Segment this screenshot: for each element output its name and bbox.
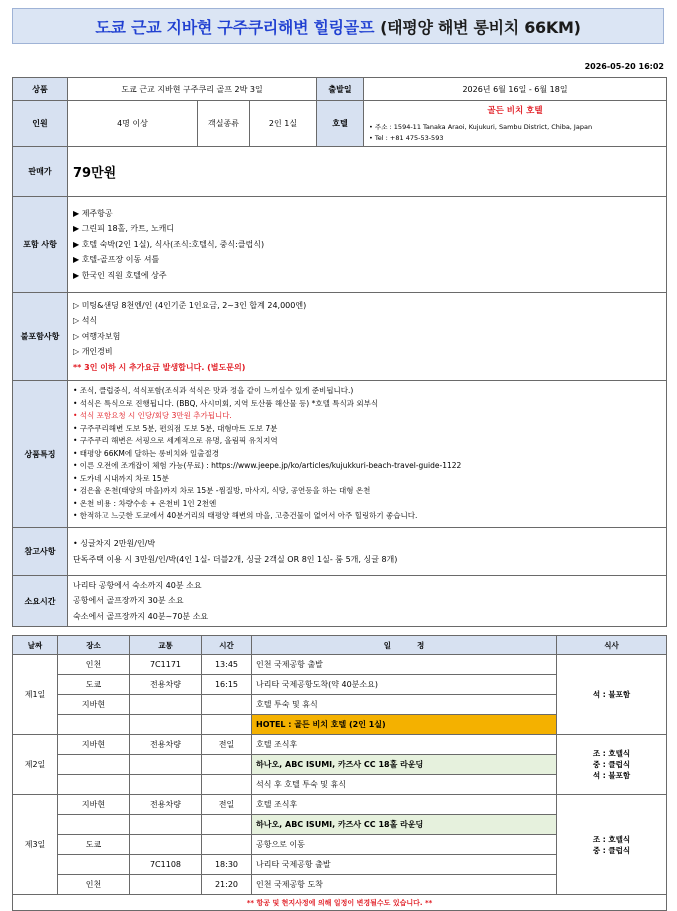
hotel-address: • 주소 : 1594-11 Tanaka Araoi, Kujukuri, Sambu District, Chiba, Japan bbox=[369, 122, 593, 131]
feature-line: • 이른 오전에 조개잡이 체험 가능(무료) : https://www.jeepe.jp/ko/articles/kujukkuri-beach-travel-guide-1122 bbox=[73, 461, 462, 471]
excluded-label: 불포함사항 bbox=[13, 293, 68, 381]
departure-date: 2026년 6월 16일 - 6월 18일 bbox=[364, 78, 667, 101]
place-cell: 도쿄 bbox=[58, 675, 130, 695]
itinerary-cell: 석식 후 호텔 투숙 및 휴식 bbox=[252, 775, 557, 795]
travel-time-line: 공항에서 골프장까지 30분 소요 bbox=[73, 596, 184, 606]
room-type: 2인 1실 bbox=[250, 101, 317, 147]
time-cell: 13:45 bbox=[202, 655, 252, 675]
title-bar bbox=[12, 8, 664, 44]
time-cell bbox=[202, 835, 252, 855]
travel-time-line: 나리타 공항에서 숙소까지 40분 소요 bbox=[73, 580, 202, 590]
feature-line: • 조식, 클럽중식, 석식포함(조식과 석식은 맛과 정을 같이 느끼실수 있게 준비됩니다.) bbox=[73, 386, 354, 396]
feature-line: • 한적하고 느긋한 도쿄에서 40분거리의 태평양 해변의 마을, 고층건물이 없어서 아주 힐링하기 좋습니다. bbox=[73, 511, 418, 521]
time-cell bbox=[202, 755, 252, 775]
itinerary-cell: 호텔 투숙 및 휴식 bbox=[252, 695, 557, 715]
page-title: 도쿄 근교 지바현 구주쿠리해변 힐링골프 bbox=[95, 17, 375, 37]
product-name: 도쿄 근교 지바현 구주쿠리 골프 2박 3일 bbox=[68, 78, 317, 101]
place-cell bbox=[58, 715, 130, 735]
schedule-header-transport: 교통 bbox=[130, 636, 202, 655]
included-item: ▶ 제주항공 bbox=[73, 208, 113, 218]
transport-cell: 전용차량 bbox=[130, 795, 202, 815]
time-cell: 18:30 bbox=[202, 855, 252, 875]
golf-highlight-cell: 하나오, ABC ISUMI, 카즈사 CC 18홀 라운딩 bbox=[252, 755, 557, 775]
schedule-table bbox=[12, 635, 667, 911]
itinerary-cell: 호텔 조식후 bbox=[252, 735, 557, 755]
excluded-item: ▷ 석식 bbox=[73, 316, 98, 326]
travel-time-list bbox=[68, 576, 667, 627]
place-cell: 인천 bbox=[58, 655, 130, 675]
place-cell bbox=[58, 855, 130, 875]
place-cell bbox=[58, 775, 130, 795]
hotel-highlight-cell: HOTEL : 골든 비치 호텔 (2인 1실) bbox=[252, 715, 557, 735]
table-row bbox=[13, 795, 667, 815]
place-cell: 지바현 bbox=[58, 695, 130, 715]
notes-label: 참고사항 bbox=[13, 528, 68, 576]
meal-line: 조 : 호텔식 bbox=[592, 834, 631, 844]
time-cell bbox=[202, 775, 252, 795]
included-item: ▶ 호텔 숙박(2인 1실), 식사(조식:호텔식, 중식:클럽식) bbox=[73, 239, 265, 249]
time-cell: 전일 bbox=[202, 735, 252, 755]
excluded-note: ** 3인 이하 시 추가요금 발생합니다. (별도문의) bbox=[73, 362, 246, 372]
included-list bbox=[68, 197, 667, 293]
transport-cell bbox=[130, 815, 202, 835]
transport-cell bbox=[130, 875, 202, 895]
place-cell: 도쿄 bbox=[58, 835, 130, 855]
itinerary-cell: 공항으로 이동 bbox=[252, 835, 557, 855]
time-cell bbox=[202, 695, 252, 715]
hotel-label: 호텔 bbox=[317, 101, 364, 147]
hotel-cell bbox=[364, 101, 667, 147]
transport-cell: 7C1108 bbox=[130, 855, 202, 875]
features-list bbox=[68, 381, 667, 528]
place-cell bbox=[58, 755, 130, 775]
feature-line: • 검은율 온천(태양의 마을)까지 차로 15분 -찜질방, 마사지, 식당, 공연등을 하는 대형 온천 bbox=[73, 486, 371, 496]
product-label: 상품 bbox=[13, 78, 68, 101]
day-label: 제1일 bbox=[13, 655, 58, 735]
place-cell: 인천 bbox=[58, 875, 130, 895]
features-label: 상품특징 bbox=[13, 381, 68, 528]
meal-line: 중 : 클럽식 bbox=[592, 760, 631, 769]
feature-line: • 도카네 시내까지 차로 15분 bbox=[73, 473, 169, 483]
transport-cell: 전용차량 bbox=[130, 675, 202, 695]
schedule-header-time: 시간 bbox=[202, 636, 252, 655]
excluded-item: ▷ 여행자보험 bbox=[73, 331, 121, 341]
people-label: 인원 bbox=[13, 101, 68, 147]
note-line: • 싱글차지 2만원/인/박 bbox=[73, 539, 156, 548]
meal-cell bbox=[557, 655, 667, 735]
excluded-item: ▷ 개인경비 bbox=[73, 347, 113, 357]
meal-line: 석 : 불포함 bbox=[592, 690, 631, 699]
time-cell: 전일 bbox=[202, 795, 252, 815]
hotel-name: 골든 비치 호텔 bbox=[487, 105, 543, 116]
feature-line: • 온천 비용 : 차량수송 + 온천비 1인 2천엔 bbox=[73, 498, 217, 508]
included-item: ▶ 호텔-골프장 이동 셔틀 bbox=[73, 255, 160, 265]
meal-cell bbox=[557, 795, 667, 895]
notes-list bbox=[68, 528, 667, 576]
transport-cell bbox=[130, 775, 202, 795]
transport-cell bbox=[130, 755, 202, 775]
transport-cell bbox=[130, 715, 202, 735]
note-line: 단독주택 이용 시 3만원/인/박(4인 1실- 더블2개, 싱글 2객실 OR 8인 1실- 룸 5개, 싱글 8개) bbox=[73, 554, 398, 564]
feature-line-alert: • 석식 포함요청 시 인당/회당 3만원 추가됩니다. bbox=[73, 411, 232, 421]
transport-cell bbox=[130, 835, 202, 855]
room-type-label: 객실종류 bbox=[198, 101, 250, 147]
included-label: 포함 사항 bbox=[13, 197, 68, 293]
itinerary-cell: 인천 국제공항 출발 bbox=[252, 655, 557, 675]
time-cell bbox=[202, 715, 252, 735]
itinerary-cell: 나리타 국제공항도착(약 40분소요) bbox=[252, 675, 557, 695]
excluded-item: ▷ 미팅&샌딩 8천엔/인 (4인기준 1인요금, 2~3인 합계 24,000엔) bbox=[73, 300, 307, 310]
meal-cell bbox=[557, 735, 667, 795]
travel-time-line: 숙소에서 골프장까지 40분~70분 소요 bbox=[73, 611, 209, 621]
schedule-header-itinerary: 일 정 bbox=[252, 636, 557, 655]
meal-line: 중 : 클럽식 bbox=[592, 845, 631, 855]
feature-line: • 태평양 66KM에 달하는 롱비치와 일출절경 bbox=[73, 448, 219, 458]
schedule-header-day: 날짜 bbox=[13, 636, 58, 655]
included-item: ▶ 한국인 직원 호텔에 상주 bbox=[73, 270, 167, 280]
product-info-table bbox=[12, 77, 667, 627]
page-subtitle: (태평양 해변 롱비치 66KM) bbox=[380, 17, 581, 37]
meal-line: 조 : 호텔식 bbox=[592, 749, 631, 758]
transport-cell bbox=[130, 695, 202, 715]
transport-cell: 전용차량 bbox=[130, 735, 202, 755]
place-cell: 지바현 bbox=[58, 795, 130, 815]
included-item: ▶ 그린피 18홀, 카트, 노캐디 bbox=[73, 224, 175, 234]
place-cell: 지바현 bbox=[58, 735, 130, 755]
datestamp: 2026-05-20 16:02 bbox=[584, 62, 664, 71]
price-value: 79만원 bbox=[68, 147, 667, 197]
schedule-header-meal: 식사 bbox=[557, 636, 667, 655]
table-row bbox=[13, 655, 667, 675]
day-label: 제2일 bbox=[13, 735, 58, 795]
table-row bbox=[13, 735, 667, 755]
schedule-footer-note: ** 항공 및 현지사정에 의해 일정이 변경될수도 있습니다. ** bbox=[13, 895, 667, 911]
schedule-header-place: 장소 bbox=[58, 636, 130, 655]
time-cell bbox=[202, 815, 252, 835]
feature-line: • 석식은 특식으로 진행됩니다. (BBQ, 사시미회, 지역 토산품 해산물 등) *호텔 특식과 외부식 bbox=[73, 398, 379, 408]
people-count: 4명 이상 bbox=[68, 101, 198, 147]
golf-highlight-cell: 하나오, ABC ISUMI, 카즈사 CC 18홀 라운딩 bbox=[252, 815, 557, 835]
departure-label: 출발일 bbox=[317, 78, 364, 101]
travel-time-label: 소요시간 bbox=[13, 576, 68, 627]
day-label: 제3일 bbox=[13, 795, 58, 895]
price-label: 판매가 bbox=[13, 147, 68, 197]
time-cell: 16:15 bbox=[202, 675, 252, 695]
itinerary-cell: 인천 국제공항 도착 bbox=[252, 875, 557, 895]
meal-line: 석 : 불포함 bbox=[592, 771, 631, 780]
hotel-tel: • Tel : +81 475-53-593 bbox=[369, 133, 444, 142]
transport-cell: 7C1171 bbox=[130, 655, 202, 675]
itinerary-cell: 나리타 국제공항 출발 bbox=[252, 855, 557, 875]
feature-line: • 구주쿠리 해변은 서핑으로 세계적으로 유명, 올림픽 유치지역 bbox=[73, 436, 278, 446]
itinerary-cell: 호텔 조식후 bbox=[252, 795, 557, 815]
time-cell: 21:20 bbox=[202, 875, 252, 895]
feature-line: • 구주쿠리해변 도보 5분, 편의점 도보 5분, 대형마트 도보 7분 bbox=[73, 423, 278, 433]
excluded-list bbox=[68, 293, 667, 381]
place-cell bbox=[58, 815, 130, 835]
